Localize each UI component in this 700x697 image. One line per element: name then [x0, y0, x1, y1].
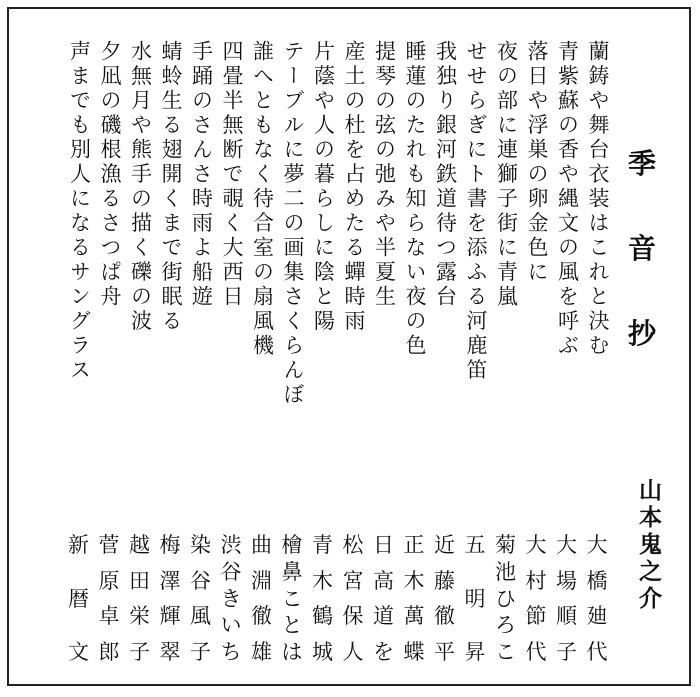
page-title: [622, 147, 662, 405]
haiku-verse: 産土の杜を占めたる蟬時雨: [342, 40, 366, 334]
haiku-author: 越 田 栄 子: [129, 533, 152, 664]
haiku-author: 大 橋 廸 代: [586, 533, 610, 664]
haiku-verse: 手踊のさんさ時雨よ船遊: [189, 40, 214, 310]
haiku-verse: 夕凪の磯根漁るさつぱ舟: [98, 40, 122, 310]
haiku-verse: せせらぎにト書を添ふる河鹿笛: [464, 40, 488, 383]
haiku-author: 菅 原 卓 郎: [98, 533, 122, 664]
haiku-author: 日 高 道 を: [373, 533, 396, 664]
title-char-1: 季: [627, 147, 656, 180]
haiku-verse: 青紫蘇の香や縄文の風を呼ぶ: [555, 40, 580, 359]
haiku-author: 梅 澤 輝 翠: [159, 533, 183, 664]
haiku-verse: 我独り銀河鉄道待つ露台: [433, 40, 458, 310]
haiku-author: 菊 池 ひ ろ こ: [495, 533, 518, 664]
haiku-author: 松 宮 保 人: [342, 533, 366, 664]
haiku-author: 新 暦 文: [68, 533, 91, 664]
haiku-verse: テーブルに夢二の画集さくらんぼ: [281, 40, 305, 408]
haiku-verse: 片蔭や人の暮らしに陰と陽: [311, 40, 336, 334]
haiku-author: 檜 鼻 こ と は: [281, 533, 305, 664]
title-char-3: 抄: [627, 317, 656, 350]
haiku-verse: 水無月や熊手の描く礫の波: [128, 40, 153, 334]
haiku-author: 近 藤 徹 平: [434, 533, 457, 664]
haiku-author: 正 木 萬 蝶: [403, 533, 427, 664]
haiku-verse: 誰へともなく待合室の扇風機: [250, 40, 275, 359]
compiler-name: 山本鬼之介: [635, 478, 661, 613]
haiku-verse: 蘭鋳や舞台衣装はこれと決む: [586, 40, 610, 359]
haiku-author: 渋 谷 き い ち: [220, 533, 244, 664]
haiku-verse: 四畳半無断で覗く大西日: [220, 40, 244, 310]
haiku-verse: 蜻蛉生る翅開くまで街眠る: [159, 40, 183, 334]
haiku-verse: 睡蓮のたれも知らない夜の色: [403, 40, 427, 359]
haiku-verse: 夜の部に連獅子街に青嵐: [494, 40, 519, 310]
haiku-author: 曲 淵 徹 雄: [251, 533, 274, 664]
haiku-author: 五 明 昇: [464, 533, 488, 664]
haiku-author: 染 谷 風 子: [190, 533, 213, 664]
haiku-verse: 声までも別人になるサングラス: [67, 40, 92, 383]
title-char-2: 音: [627, 232, 656, 265]
haiku-author: 大 場 順 子: [556, 533, 579, 664]
haiku-author: 青 木 鶴 城: [312, 533, 335, 664]
haiku-author: 大 村 節 代: [525, 533, 549, 664]
haiku-verse: 落日や浮巣の卵金色に: [525, 40, 549, 285]
haiku-verse: 提琴の弦の弛みや半夏生: [372, 40, 397, 310]
